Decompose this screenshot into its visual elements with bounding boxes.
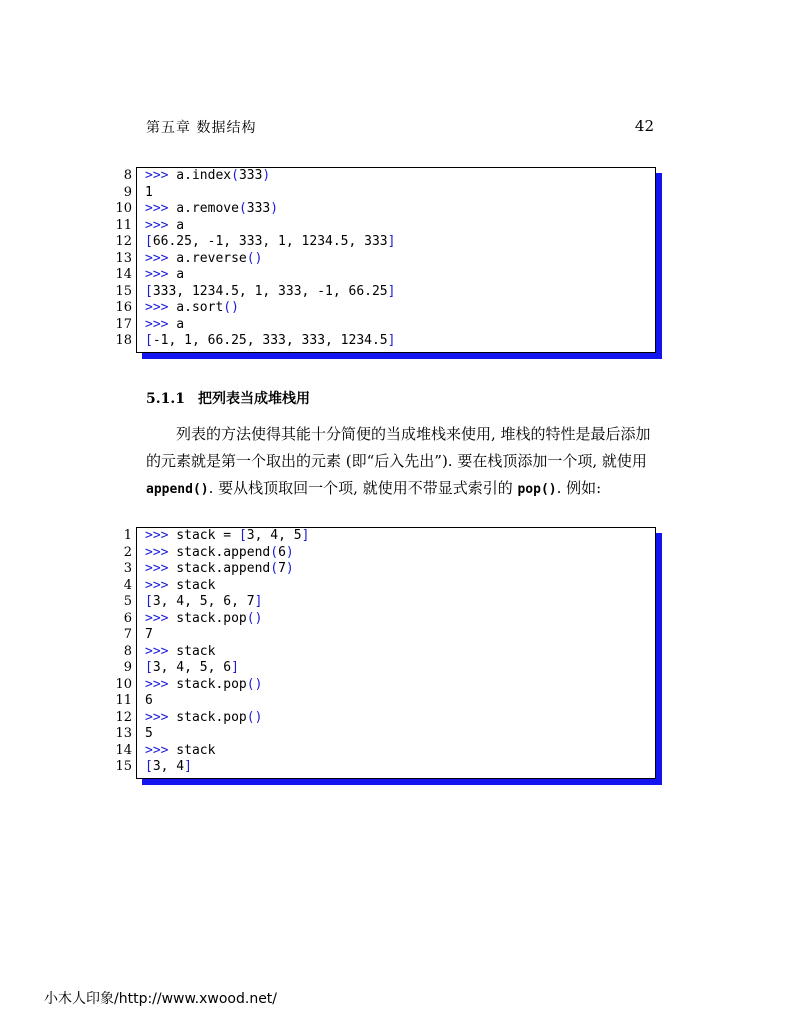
code-line: 6 <box>145 693 153 708</box>
paragraph-text: . 要从栈顶取回一个项, 就使用不带显式索引的 <box>208 479 518 497</box>
chapter-title: 第五章 数据结构 <box>146 120 257 136</box>
code-line: >>> stack.append(6) <box>145 544 294 560</box>
line-number: 17 <box>115 316 132 332</box>
line-numbers <box>104 528 132 776</box>
section-number: 5.1.1 <box>146 391 185 407</box>
code-block-shadow <box>142 353 656 359</box>
line-number: 2 <box>123 544 132 560</box>
paragraph-text: . 例如: <box>556 479 602 497</box>
code-line: [3, 4, 5, 6, 7] <box>145 594 263 609</box>
running-header <box>146 117 654 139</box>
code-line: >>> a.index(333) <box>145 168 271 183</box>
code-block-2 <box>115 527 656 779</box>
code-line: [66.25, -1, 333, 1, 1234.5, 333] <box>145 234 396 249</box>
code-line: >>> stack <box>145 742 216 758</box>
code-block-shadow <box>656 173 662 359</box>
section-heading <box>146 388 310 408</box>
line-number: 12 <box>115 709 132 725</box>
line-number: 12 <box>115 234 132 249</box>
code-line: >>> stack <box>145 643 216 659</box>
code-line: >>> a <box>145 316 185 332</box>
code-line: [3, 4] <box>145 759 192 774</box>
page-number: 42 <box>634 117 654 135</box>
code-line: >>> stack = [3, 4, 5] <box>145 528 310 543</box>
code-block-shadow <box>656 533 662 785</box>
code-line: [3, 4, 5, 6] <box>145 660 239 675</box>
line-number: 4 <box>123 577 132 593</box>
line-number: 3 <box>123 561 132 576</box>
code-line: 1 <box>145 184 153 200</box>
code-line: >>> a <box>145 267 185 282</box>
inline-code: append() <box>146 482 209 497</box>
body-paragraph <box>146 421 656 503</box>
line-number: 8 <box>123 643 132 659</box>
line-number: 13 <box>115 726 132 741</box>
code-line: 7 <box>145 627 153 642</box>
code-line: >>> a.remove(333) <box>145 201 279 216</box>
section-title: 把列表当成堆栈用 <box>198 391 310 407</box>
line-number: 14 <box>115 267 132 282</box>
line-number: 10 <box>115 676 132 692</box>
line-number: 7 <box>123 627 132 642</box>
line-number: 15 <box>115 759 132 774</box>
code-lines <box>145 528 309 776</box>
line-number: 10 <box>115 201 132 216</box>
line-number: 13 <box>115 250 132 266</box>
line-number: 16 <box>115 300 132 315</box>
code-line: >>> stack.append(7) <box>145 561 294 576</box>
code-lines <box>145 168 395 350</box>
footer-watermark: 小木人印象/http://www.xwood.net/ <box>44 991 278 1007</box>
line-number: 1 <box>123 528 132 543</box>
line-numbers <box>104 168 132 350</box>
code-line: [-1, 1, 66.25, 333, 333, 1234.5] <box>145 333 396 348</box>
paragraph-text: 列表的方法使得其能十分简便的当成堆栈来使用, 堆栈的特性是最后添加的元素就是第一个取出的元素 (即“后入先出”). 要在栈顶添加一个项, 就使用 <box>146 425 651 470</box>
code-block-shadow <box>142 779 656 785</box>
line-number: 8 <box>123 168 132 183</box>
line-number: 6 <box>123 610 132 626</box>
code-line: >>> a <box>145 217 185 233</box>
code-line: [333, 1234.5, 1, 333, -1, 66.25] <box>145 283 396 299</box>
line-number: 18 <box>115 333 132 348</box>
inline-code: pop() <box>517 482 557 497</box>
line-number: 15 <box>115 283 132 299</box>
line-number: 9 <box>123 184 132 200</box>
code-line: >>> a.sort() <box>145 300 239 315</box>
line-number: 5 <box>123 594 132 609</box>
code-line: >>> stack.pop() <box>145 610 263 626</box>
code-line: 5 <box>145 726 153 741</box>
code-line: >>> a.reverse() <box>145 250 263 266</box>
code-line: >>> stack <box>145 577 216 593</box>
line-number: 11 <box>115 217 132 233</box>
code-line: >>> stack.pop() <box>145 676 263 692</box>
code-block-1 <box>115 167 656 353</box>
line-number: 14 <box>115 742 132 758</box>
code-line: >>> stack.pop() <box>145 709 263 725</box>
line-number: 11 <box>115 693 132 708</box>
line-number: 9 <box>123 660 132 675</box>
